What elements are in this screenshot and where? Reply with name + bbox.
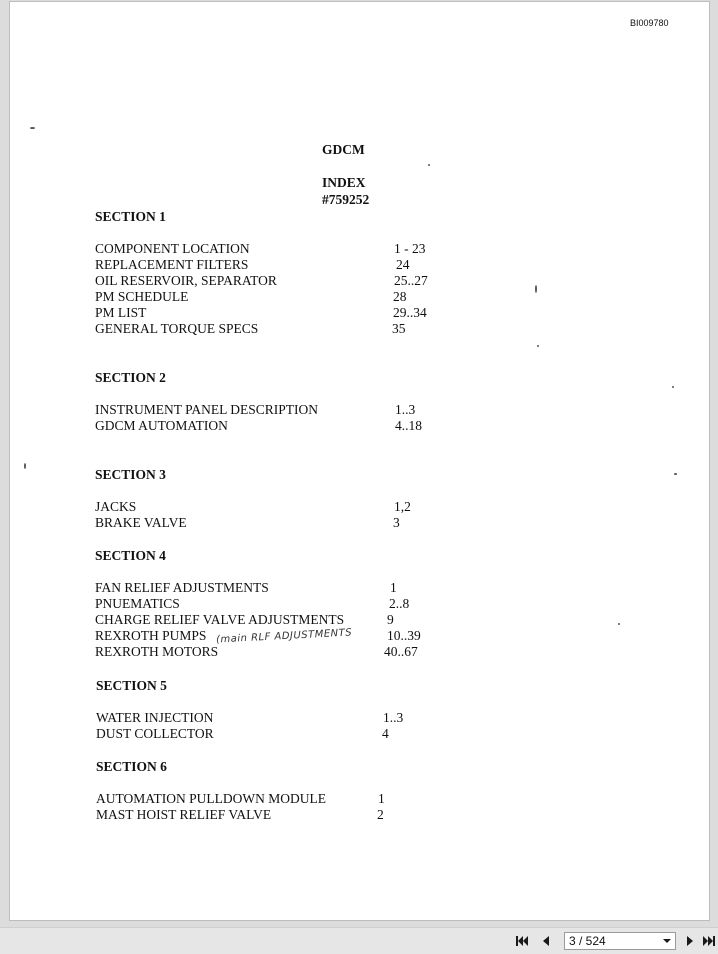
first-page-button[interactable] <box>513 932 531 950</box>
section-heading: SECTION 5 <box>96 678 167 693</box>
index-item-pages: 28 <box>393 289 407 304</box>
index-item-pages: 4..18 <box>395 418 422 433</box>
section-heading: SECTION 2 <box>95 370 166 385</box>
index-item-label: AUTOMATION PULLDOWN MODULE <box>96 791 326 806</box>
index-item-pages: 1 - 23 <box>394 241 426 256</box>
last-page-icon <box>702 935 716 947</box>
section-heading: SECTION 4 <box>95 548 166 563</box>
scan-speck <box>537 345 539 347</box>
icon-triangle <box>523 936 528 946</box>
index-item-pages: 9 <box>387 612 394 627</box>
scan-speck <box>618 623 620 625</box>
index-item-label: REXROTH MOTORS <box>95 644 219 659</box>
previous-page-icon <box>541 935 551 947</box>
document-subtitle: INDEX <box>322 175 366 190</box>
index-item-pages: 1..3 <box>383 710 404 725</box>
index-item-label: PM LIST <box>95 305 147 320</box>
icon-triangle <box>708 936 713 946</box>
index-item-pages: 25..27 <box>394 273 428 288</box>
scan-speck <box>428 164 430 166</box>
index-item-pages: 1 <box>390 580 397 595</box>
last-page-button[interactable] <box>700 932 718 950</box>
document-page <box>9 1 710 921</box>
scan-speck <box>672 386 674 388</box>
index-item-label: GENERAL TORQUE SPECS <box>95 321 259 336</box>
index-item-label: COMPONENT LOCATION <box>95 241 250 256</box>
icon-bar <box>516 936 518 946</box>
icon-bar <box>713 936 715 946</box>
icon-triangle <box>518 936 523 946</box>
index-item-pages: 2..8 <box>389 596 410 611</box>
index-item-pages: 35 <box>392 321 406 336</box>
previous-page-button[interactable] <box>537 932 555 950</box>
icon-triangle <box>543 936 549 946</box>
scan-speck <box>535 285 537 293</box>
index-item-label: REPLACEMENT FILTERS <box>95 257 249 272</box>
icon-triangle <box>703 936 708 946</box>
index-item-label: GDCM AUTOMATION <box>95 418 228 433</box>
index-item-pages: 1 <box>378 791 385 806</box>
index-item-pages: 4 <box>382 726 389 741</box>
index-item-label: FAN RELIEF ADJUSTMENTS <box>95 580 269 595</box>
handwritten-note: (main RLF ADJUSTMENTS <box>215 627 353 646</box>
scan-speck <box>674 473 677 475</box>
first-page-icon <box>515 935 529 947</box>
index-item-label: OIL RESERVOIR, SEPARATOR <box>95 273 277 288</box>
section-heading: SECTION 1 <box>95 209 166 224</box>
icon-triangle <box>663 939 671 943</box>
index-item-label: MAST HOIST RELIEF VALVE <box>96 807 272 822</box>
index-item-pages: 3 <box>393 515 400 530</box>
scan-speck <box>24 463 26 469</box>
page-indicator: 3 / 524 <box>569 934 606 948</box>
document-title: GDCM <box>322 142 365 157</box>
index-item-label: DUST COLLECTOR <box>96 726 214 741</box>
document-number: #759252 <box>322 192 370 207</box>
icon-triangle <box>687 936 693 946</box>
index-item-pages: 24 <box>396 257 410 272</box>
index-item-label: JACKS <box>95 499 137 514</box>
scan-speck <box>30 127 35 129</box>
index-item-label: BRAKE VALVE <box>95 515 187 530</box>
index-item-pages: 1..3 <box>395 402 416 417</box>
next-page-icon <box>685 935 695 947</box>
document-id: BI009780 <box>630 18 669 28</box>
index-item-label: CHARGE RELIEF VALVE ADJUSTMENTS <box>95 612 345 627</box>
index-item-pages: 2 <box>377 807 384 822</box>
section-heading: SECTION 3 <box>95 467 166 482</box>
chevron-down-icon <box>663 938 671 944</box>
index-item-pages: 1,2 <box>394 499 411 514</box>
index-item-pages: 29..34 <box>393 305 427 320</box>
next-page-button[interactable] <box>681 932 699 950</box>
page-select[interactable] <box>564 932 676 950</box>
index-item-pages: 10..39 <box>387 628 421 643</box>
viewer-toolbar <box>0 927 718 954</box>
index-item-label: PNUEMATICS <box>95 596 180 611</box>
index-item-label: INSTRUMENT PANEL DESCRIPTION <box>95 402 319 417</box>
index-item-label: PM SCHEDULE <box>95 289 189 304</box>
index-item-pages: 40..67 <box>384 644 418 659</box>
index-item-label: REXROTH PUMPS <box>95 628 207 643</box>
index-item-label: WATER INJECTION <box>96 710 214 725</box>
section-heading: SECTION 6 <box>96 759 167 774</box>
